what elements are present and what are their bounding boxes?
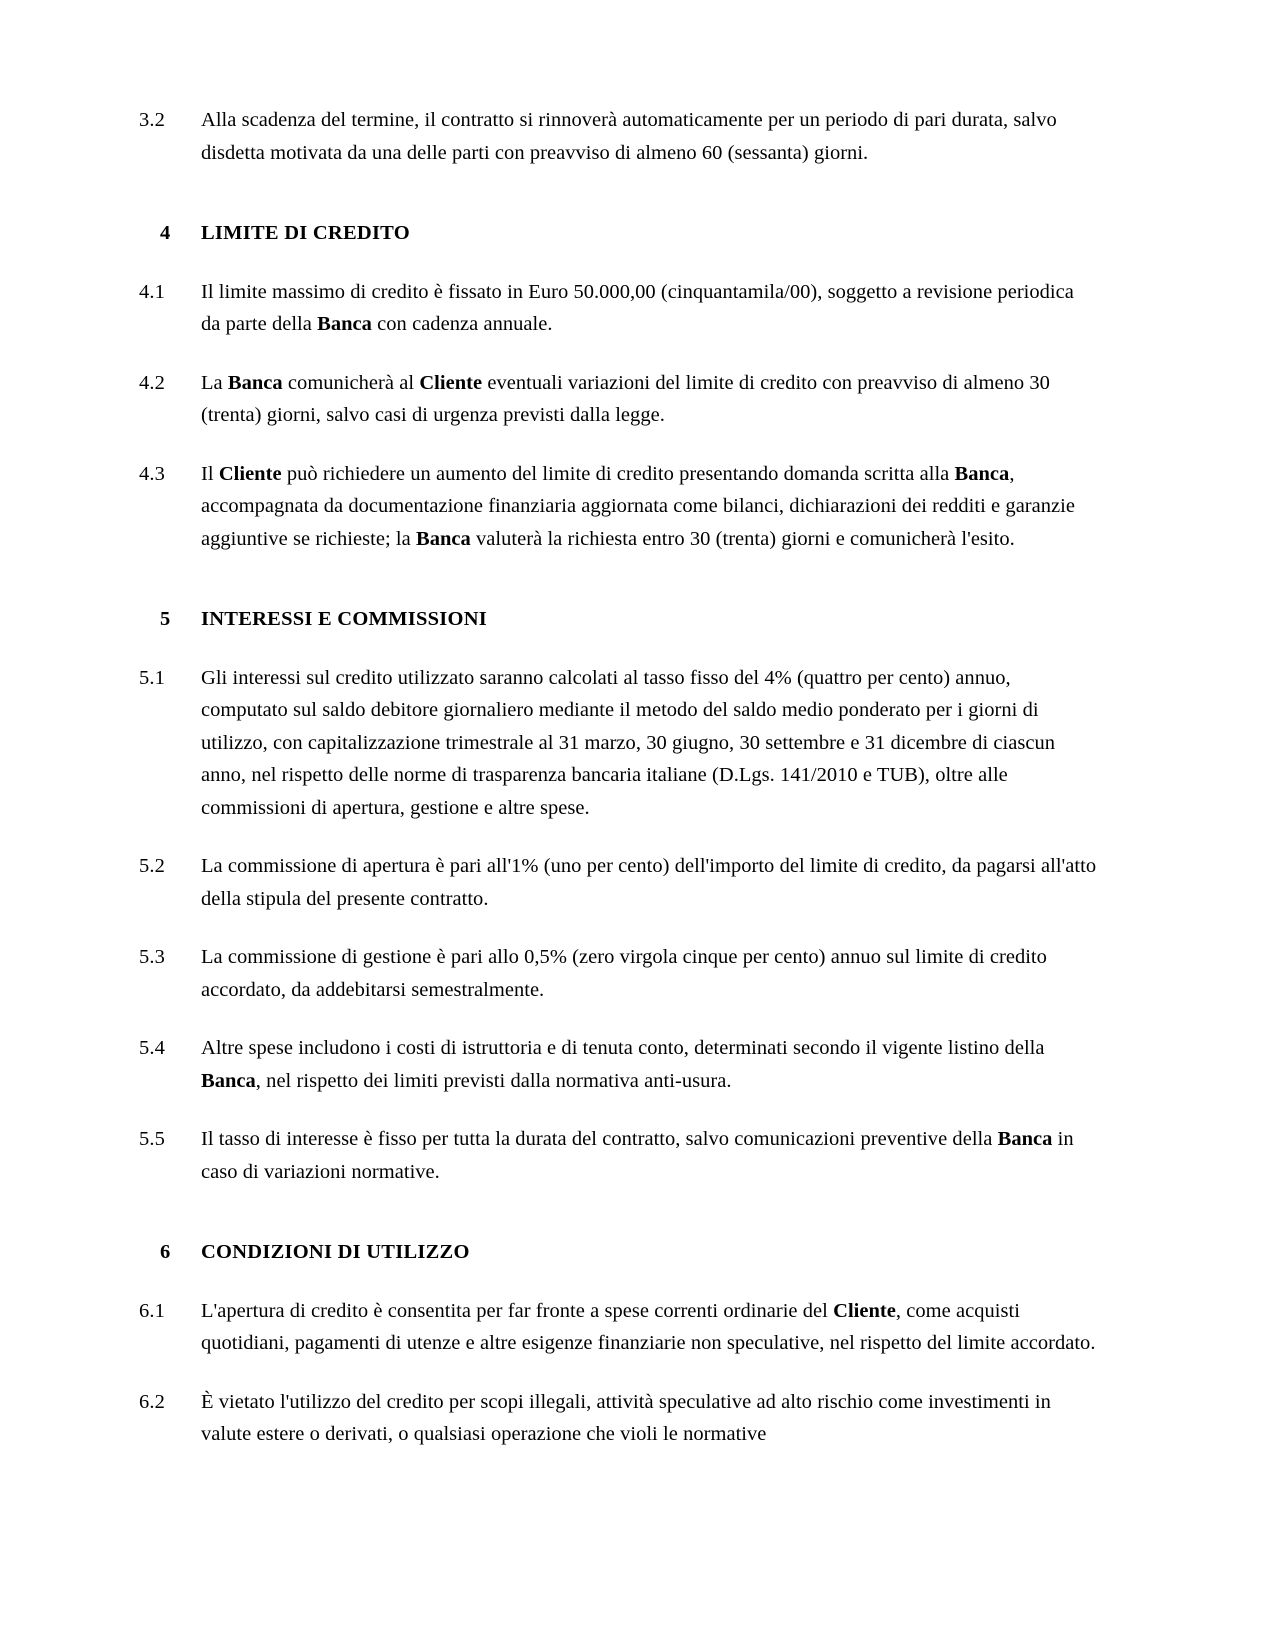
text-run: Il limite massimo di credito è fissato in Euro 50.000,00 (cinquantamila/00), soggetto a revisione periodica da parte della (201, 280, 1074, 335)
clause-number: 4.2 (139, 371, 165, 394)
document-body (139, 104, 1097, 1451)
section-heading-5 (139, 603, 1097, 636)
text-run: può richiedere un aumento del limite di credito presentando domanda scritta alla (281, 462, 955, 485)
text-run: , nel rispetto dei limiti previsti dalla normativa anti-usura. (255, 1069, 732, 1092)
clause-5-5 (139, 1123, 1097, 1188)
section-heading-4 (139, 217, 1097, 250)
text-run: , accompagnata da documentazione finanziaria aggiornata come bilanci, dichiarazioni dei redditi e garanzie aggiuntive se richieste; la (201, 462, 1075, 550)
clause-5-3 (139, 941, 1097, 1006)
text-run: La (201, 371, 228, 394)
clause-3-2 (139, 104, 1097, 169)
text-run: comunicherà al (282, 371, 420, 394)
clause-text: Gli interessi sul credito utilizzato saranno calcolati al tasso fisso del 4% (quattro per cento) annuo, computato sul saldo debitore giornaliero mediante il metodo del saldo medio ponderato per i giorni di utilizzo, con capitalizzazione trimestrale al 31 marzo, 30 giugno, 30 settembre e 31 dicembre di ciascun anno, nel rispetto delle norme di trasparenza bancaria italiane (D.Lgs. 141/2010 e TUB), oltre alle commissioni di apertura, gestione e altre spese. (201, 666, 1056, 819)
clause-6-2 (139, 1386, 1097, 1451)
clause-number: 3.2 (139, 109, 165, 131)
section-number: 4 (160, 222, 171, 244)
text-run: L'apertura di credito è consentita per far fronte a spese correnti ordinarie del (201, 1299, 834, 1322)
section-number: 6 (160, 1241, 171, 1263)
text-run: , come acquisti quotidiani, pagamenti di utenze e altre esigenze finanziarie non speculative, nel rispetto del limite accordato. (201, 1299, 1096, 1354)
text-run: valuterà la richiesta entro 30 (trenta) giorni e comunicherà l'esito. (470, 527, 1015, 550)
section-heading-6 (139, 1236, 1097, 1269)
clause-number: 4.1 (139, 280, 165, 303)
clause-4-2 (139, 367, 1097, 432)
clause-number: 5.1 (139, 666, 165, 689)
clause-number: 5.3 (139, 946, 165, 968)
defined-term: Cliente (218, 462, 282, 485)
clause-text (201, 276, 1097, 341)
clause-5-2 (139, 850, 1097, 915)
clause-text (201, 458, 1097, 556)
section-number: 5 (160, 608, 171, 630)
clause-4-3 (139, 458, 1097, 556)
clause-number: 4.3 (139, 462, 165, 485)
clause-5-1 (139, 662, 1097, 825)
section-title: LIMITE DI CREDITO (201, 222, 410, 244)
clause-number: 6.2 (139, 1390, 165, 1413)
text-run: Il (201, 462, 219, 485)
clause-text: Alla scadenza del termine, il contratto si rinnoverà automaticamente per un periodo di pari durata, salvo disdetta motivata da una delle parti con preavviso di almeno 60 (sessanta) giorni. (201, 109, 1057, 164)
defined-term: Cliente (419, 371, 483, 394)
section-title: CONDIZIONI DI UTILIZZO (201, 1241, 470, 1263)
clause-number: 5.4 (139, 1037, 165, 1059)
clause-text (201, 367, 1097, 432)
clause-text (201, 1032, 1097, 1097)
section-title: INTERESSI E COMMISSIONI (201, 608, 487, 630)
defined-term: Banca (997, 1128, 1053, 1150)
clause-number: 6.1 (139, 1299, 165, 1322)
clause-text: La commissione di apertura è pari all'1% (uno per cento) dell'importo del limite di credito, da pagarsi all'atto della stipula del presente contratto. (201, 855, 1097, 910)
defined-term: Banca (201, 1069, 256, 1092)
defined-term: Banca (317, 313, 372, 335)
defined-term: Banca (954, 462, 1010, 485)
defined-term: Banca (227, 371, 283, 394)
clause-number: 5.2 (139, 855, 165, 877)
text-run: con cadenza annuale. (371, 313, 553, 335)
clause-text: È vietato l'utilizzo del credito per scopi illegali, attività speculative ad alto rischio come investimenti in valute estere o derivati, o qualsiasi operazione che violi le normative (201, 1390, 1051, 1445)
defined-term: Banca (416, 527, 471, 550)
clause-text (201, 1295, 1097, 1360)
clause-text: La commissione di gestione è pari allo 0,5% (zero virgola cinque per cento) annuo sul limite di credito accordato, da addebitarsi semestralmente. (201, 946, 1047, 1001)
text-run: eventuali variazioni del limite di credito con preavviso di almeno 30 (trenta) giorni, salvo casi di urgenza previsti dalla legge. (201, 371, 1050, 426)
text-run: Il tasso di interesse è fisso per tutta la durata del contratto, salvo comunicazioni preventive della (201, 1128, 998, 1150)
defined-term: Cliente (833, 1299, 896, 1322)
text-run: in caso di variazioni normative. (201, 1128, 1074, 1183)
text-run: Altre spese includono i costi di istruttoria e di tenuta conto, determinati secondo il vigente listino della (201, 1037, 1045, 1059)
clause-text (201, 1123, 1097, 1188)
clause-number: 5.5 (139, 1128, 165, 1150)
clause-6-1 (139, 1295, 1097, 1360)
clause-4-1 (139, 276, 1097, 341)
clause-5-4 (139, 1032, 1097, 1097)
